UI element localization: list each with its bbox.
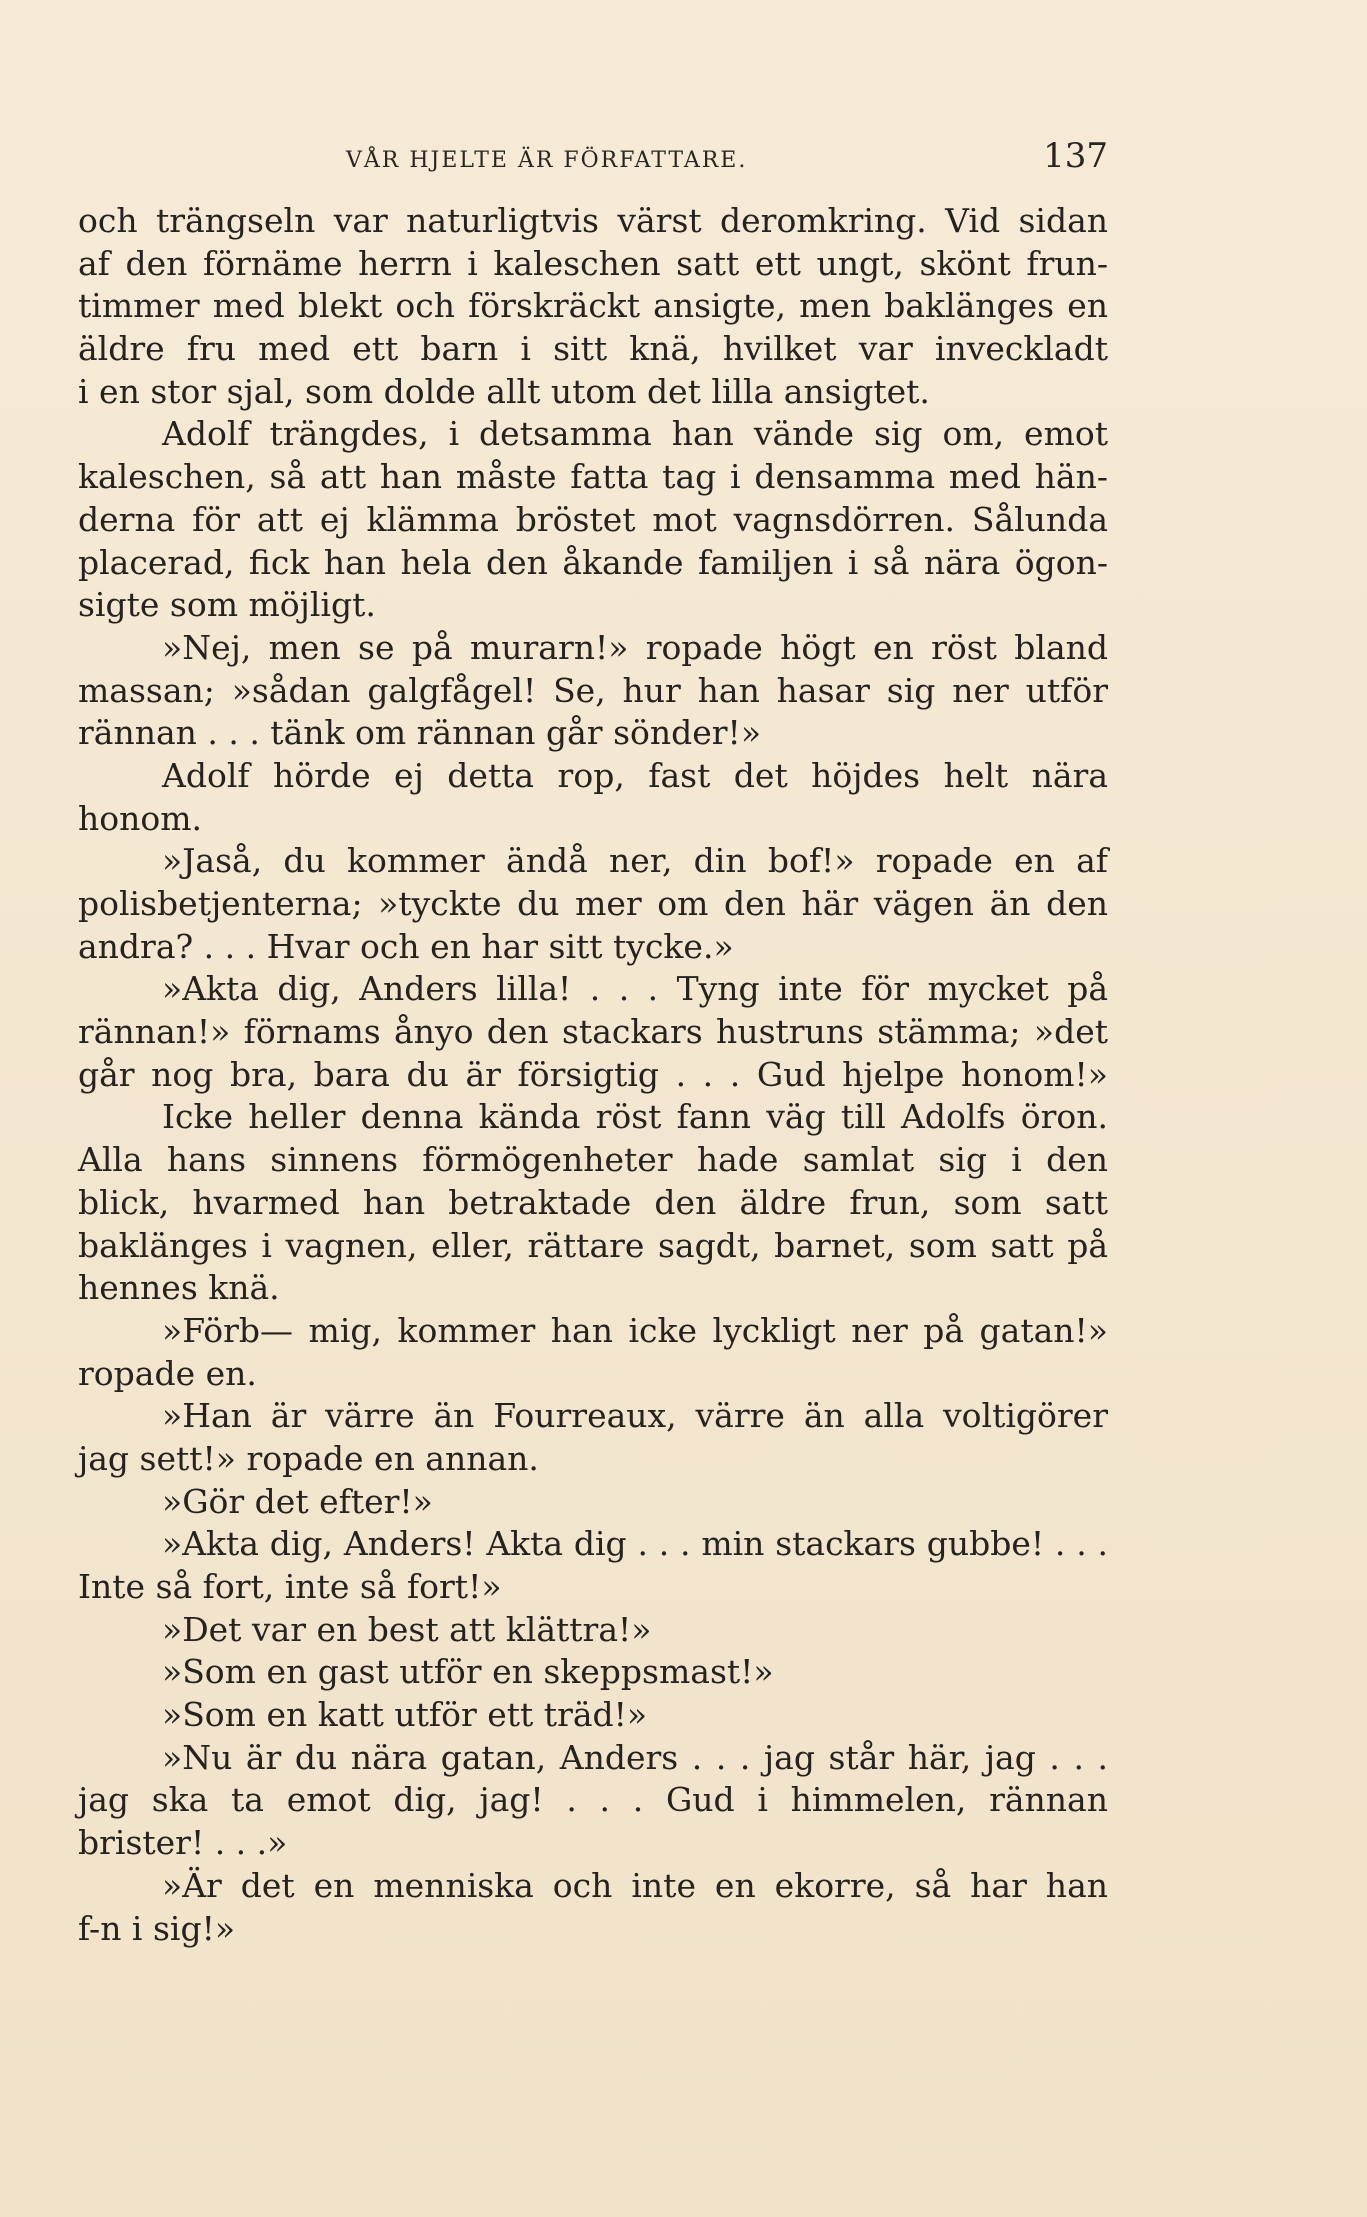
page-header (78, 130, 1108, 180)
text-line: »Nej, men se på murarn!» ropade högt en röst bland (162, 627, 1108, 667)
text-line: Adolf hörde ej detta rop, fast det höjdes helt nära (162, 755, 1108, 795)
text-line: ropade en. (78, 1353, 257, 1393)
text-line: i en stor sjal, som dolde allt utom det lilla ansigtet. (78, 371, 930, 411)
text-line: »Det var en best att klättra!» (162, 1609, 652, 1649)
text-line: »Förb— mig, kommer han icke lyckligt ner på gatan!» (162, 1310, 1108, 1350)
text-line: »Är det en menniska och inte en ekorre, så har han (162, 1865, 1108, 1905)
text-line: »Akta dig, Anders lilla! . . . Tyng inte för mycket på (162, 969, 1108, 1009)
text-line: Inte så fort, inte så fort!» (78, 1567, 502, 1606)
text-line: jag ska ta emot dig, jag! . . . Gud i himmelen, rännan (78, 1780, 1108, 1820)
text-line: jag sett!» ropade en annan. (78, 1438, 539, 1478)
text-line: »Han är värre än Fourreaux, värre än alla voltigörer (162, 1396, 1108, 1436)
text-line: Alla hans sinnens förmögenheter hade samlat sig i den (78, 1140, 1108, 1180)
text-line: timmer med blekt och förskräckt ansigte, men baklänges en (78, 286, 1108, 326)
text-line: af den förnäme herrn i kaleschen satt ett ungt, skönt frun- (78, 243, 1108, 283)
text-line: baklänges i vagnen, eller, rättare sagdt, barnet, som satt på (78, 1225, 1108, 1265)
text-line: går nog bra, bara du är försigtig . . . Gud hjelpe honom!» (78, 1054, 1108, 1094)
text-line: »Nu är du nära gatan, Anders . . . jag står här, jag . . . (162, 1737, 1108, 1777)
text-line: »Som en katt utför ett träd!» (162, 1695, 648, 1735)
text-line: blick, hvarmed han betraktade den äldre frun, som satt (78, 1182, 1108, 1222)
text-line: »Gör det efter!» (162, 1481, 433, 1521)
text-line: brister! . . .» (78, 1823, 288, 1863)
text-line: Adolf trängdes, i detsamma han vände sig om, emot (162, 414, 1108, 454)
text-line: kaleschen, så att han måste fatta tag i densamma med hän- (78, 457, 1108, 497)
running-title: VÅR HJELTE ÄR FÖRFATTARE. (346, 148, 748, 173)
text-line: placerad, fick han hela den åkande familjen i så nära ögon- (78, 542, 1108, 582)
text-line: massan; »sådan galgfågel! Se, hur han hasar sig ner utför (78, 670, 1108, 710)
text-line: f-n i sig!» (78, 1908, 236, 1948)
text-line: sigte som möjligt. (78, 585, 376, 625)
text-line: rännan!» förnams ånyo den stackars hustruns stämma; »det (78, 1012, 1108, 1052)
text-line: andra? . . . Hvar och en har sitt tycke.» (78, 926, 734, 966)
text-line: »Som en gast utför en skeppsmast!» (162, 1652, 774, 1692)
text-line: »Akta dig, Anders! Akta dig . . . min stackars gubbe! . . . (162, 1524, 1108, 1564)
text-line: Icke heller denna kända röst fann väg till Adolfs öron. (162, 1097, 1108, 1137)
text-line: polisbetjenterna; »tyckte du mer om den här vägen än den (78, 884, 1108, 923)
page-number: 137 (1043, 136, 1108, 176)
text-line: äldre fru med ett barn i sitt knä, hvilket var inveckladt (78, 329, 1108, 369)
body-text (78, 200, 1108, 1950)
text-line: »Jaså, du kommer ändå ner, din bof!» ropade en af (162, 841, 1108, 881)
text-line: rännan . . . tänk om rännan går sönder!» (78, 713, 762, 753)
text-line: och trängseln var naturligtvis värst deromkring. Vid sidan (78, 201, 1108, 240)
text-line: honom. (78, 798, 203, 838)
text-line: hennes knä. (78, 1268, 280, 1308)
text-line: derna för att ej klämma bröstet mot vagnsdörren. Sålunda (78, 499, 1108, 539)
